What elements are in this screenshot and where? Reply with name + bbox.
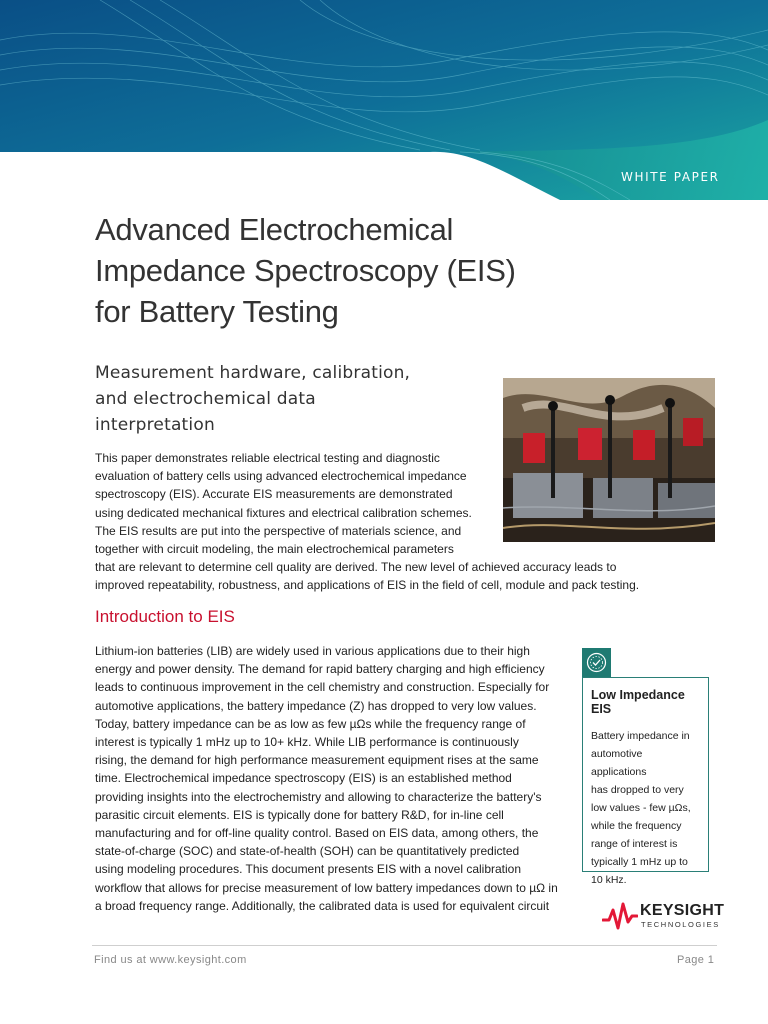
callout-box xyxy=(582,677,709,886)
subtitle-line: interpretation xyxy=(95,415,215,435)
abstract-line: evaluation of battery cells using advanced electrochemical impedance xyxy=(95,469,467,484)
abstract-line: using dedicated mechanical fixtures and electrical calibration schemes. xyxy=(95,505,472,520)
body-line: workflow that allows for precise measurement of low battery impedances down to µΩ in xyxy=(95,880,558,895)
body-line: rising, the demand for high performance measurement equipment rises at the same xyxy=(95,753,539,768)
title-line: for Battery Testing xyxy=(95,294,339,329)
footer-website: Find us at www.keysight.com xyxy=(94,954,247,966)
body-line: interest is typically 1 mHz up to 10+ kHz. While LIB performance is continuously xyxy=(95,735,519,750)
title-line: Impedance Spectroscopy (EIS) xyxy=(95,253,516,288)
callout-text xyxy=(591,727,700,889)
document-title xyxy=(95,209,695,332)
body-line: Lithium-ion batteries (LIB) are widely used in various applications due to their high xyxy=(95,644,530,658)
callout-line: typically 1 mHz up to xyxy=(591,856,688,868)
abstract-line: that are relevant to determine cell quality are derived. The new level of achieved accuracy leads to xyxy=(95,560,617,575)
keysight-logo xyxy=(602,900,725,932)
document-subtitle xyxy=(95,360,415,438)
abstract-line: spectroscopy (EIS). Accurate EIS measurements are demonstrated xyxy=(95,487,453,502)
logo-subtext: TECHNOLOGIES xyxy=(641,920,720,929)
section-heading: Introduction to EIS xyxy=(95,607,235,626)
subtitle-line: Measurement hardware, calibration, xyxy=(95,363,411,383)
header-banner xyxy=(0,0,768,200)
callout-line: 10 kHz. xyxy=(591,874,627,886)
keysight-wave-icon xyxy=(602,900,638,932)
abstract-line: This paper demonstrates reliable electrical testing and diagnostic xyxy=(95,451,440,465)
body-line: state-of-charge (SOC) and state-of-health (SOH) can be quantitatively predicted xyxy=(95,844,520,859)
body-line: Today, battery impedance can be as low as few µΩs while the frequency range of xyxy=(95,716,526,731)
body-line: leads to continuous improvement in the cell chemistry and construction. Especially for xyxy=(95,680,550,695)
body-line: energy and power density. The demand for rapid battery charging and high efficiency xyxy=(95,662,545,677)
body-line: manufacturing and for off-line quality control. Based on EIS data, among others, the xyxy=(95,826,539,841)
callout-line: has dropped to very xyxy=(591,784,684,796)
callout-line: Battery impedance in xyxy=(591,730,690,742)
abstract-line: The EIS results are put into the perspective of materials science, and xyxy=(95,523,462,538)
body-line: providing insights into the electrochemistry and allowing to characterize the battery's xyxy=(95,789,542,804)
badge-icon xyxy=(582,648,611,677)
abstract-line: improved repeatability, robustness, and applications of EIS in the field of cell, module and pack testing. xyxy=(95,578,640,593)
abstract-line: together with circuit modeling, the main electrochemical parameters xyxy=(95,542,454,557)
body-line: automotive applications, the battery impedance (Z) has dropped to very low values. xyxy=(95,698,537,713)
white-paper-label: WHITE PAPER xyxy=(621,170,720,184)
footer-divider xyxy=(92,945,717,946)
footer-page-number: Page 1 xyxy=(677,954,715,966)
callout-line: low values - few µΩs, xyxy=(591,802,691,814)
callout-title: Low Impedance EIS xyxy=(591,688,685,716)
subtitle-line: and electrochemical data xyxy=(95,389,316,409)
body-line: using modeling procedures. This document presents EIS with a novel calibration xyxy=(95,862,522,877)
callout-line: automotive applications xyxy=(591,748,647,778)
body-paragraph xyxy=(95,642,580,915)
body-line: time. Electrochemical impedance spectroscopy (EIS) is an established method xyxy=(95,771,512,786)
callout-line: while the frequency xyxy=(591,820,682,832)
logo-wordmark: KEYSIGHT xyxy=(640,902,725,919)
callout-line: range of interest is xyxy=(591,838,678,850)
body-line: a broad frequency range. Additionally, the calibrated data is used for equivalent circuit xyxy=(95,898,550,913)
abstract-paragraph xyxy=(95,449,675,595)
body-line: parasitic circuit elements. EIS is typically done for battery R&D, for in-line cell xyxy=(95,807,504,822)
title-line: Advanced Electrochemical xyxy=(95,212,454,247)
